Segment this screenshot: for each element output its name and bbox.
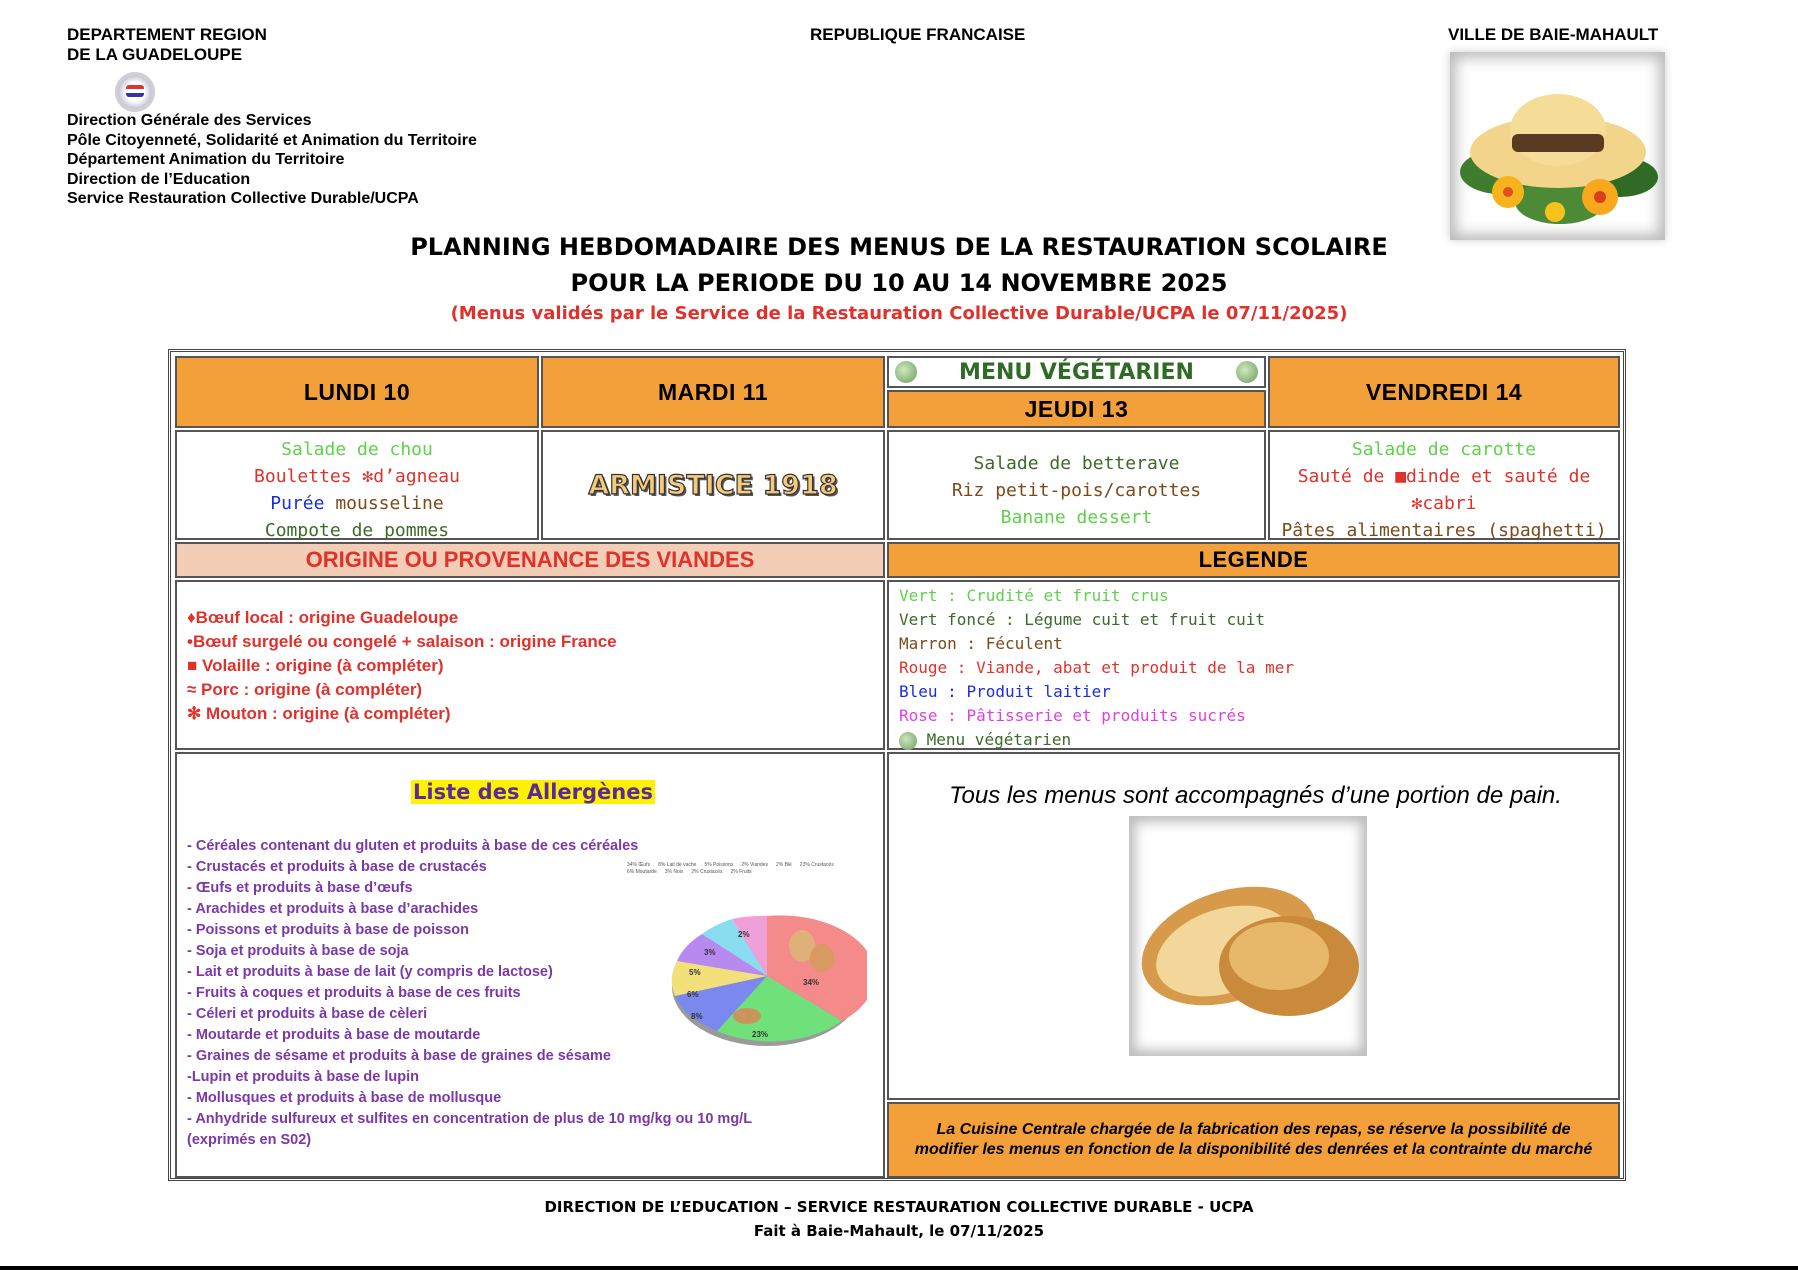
- origin-item: ♦Bœuf local : origine Guadeloupe: [187, 608, 459, 627]
- pie-legend-item: 8% Lait de vache: [658, 862, 697, 868]
- pie-graphic: [627, 876, 867, 1056]
- city-header: VILLE DE BAIE-MAHAULT: [1448, 25, 1659, 44]
- pie-label: 5%: [689, 968, 701, 977]
- bottom-divider: [0, 1266, 1798, 1270]
- validation-note: (Menus validés par le Service de la Restauration Collective Durable/UCPA le 07/11/2025): [450, 303, 1348, 324]
- legend-text: Pâtisserie et produits sucrés: [966, 706, 1246, 725]
- footer-line-1: DIRECTION DE L’EDUCATION – SERVICE RESTAURATION COLLECTIVE DURABLE - UCPA: [544, 1198, 1254, 1216]
- allergen-item: - Arachides et produits à base d’arachides: [187, 901, 479, 917]
- hat-illustration: [1450, 52, 1665, 240]
- region-line-1: DEPARTEMENT REGION: [67, 25, 267, 44]
- pie-legend-item: 34% Œufs: [627, 862, 651, 868]
- services-block: [67, 111, 477, 209]
- pie-label: 34%: [803, 978, 820, 987]
- legend-key: Marron :: [899, 634, 977, 653]
- menu-side: Pâtes alimentaires (spaghetti): [1281, 520, 1607, 541]
- pie-label: 3%: [704, 948, 716, 957]
- bread-note: Tous les menus sont accompagnés d’une portion de pain.: [949, 782, 1562, 809]
- holiday-label: ARMISTICE 1918: [588, 469, 838, 501]
- legend-text: Féculent: [985, 634, 1063, 653]
- day-header-tuesday: MARDI 11: [541, 356, 885, 428]
- legend-item-blue: [899, 680, 1618, 704]
- pie-label: 8%: [691, 1012, 703, 1021]
- allergen-item: (exprimés en S02): [187, 1132, 312, 1148]
- day-header-thursday: JEUDI 13: [887, 390, 1266, 428]
- allergen-item: - Anhydride sulfureux et sulfites en concentration de plus de 10 mg/kg ou 10 mg/L: [187, 1111, 753, 1127]
- legend-key: Rouge :: [899, 658, 967, 677]
- veg-menu-banner: [887, 356, 1266, 388]
- pie-legend-item: 2% Fruits: [730, 869, 752, 875]
- legend-key: Rose :: [899, 706, 957, 725]
- allergen-item: - Lait et produits à base de lait (y compris de lactose): [187, 964, 553, 980]
- legend-item-dark-green: [899, 608, 1618, 632]
- pie-legend-item: 6% Moutarde: [627, 869, 657, 875]
- legend-key: Vert foncé :: [899, 610, 1015, 629]
- allergen-item: - Œufs et produits à base d’œufs: [187, 880, 413, 896]
- menu-starter: Salade de chou: [281, 439, 433, 460]
- menu-main: Riz petit-pois/carottes: [951, 480, 1202, 501]
- origin-item: ≈ Porc : origine (à compléter): [187, 680, 423, 699]
- legend-item-pink: [899, 704, 1618, 728]
- origin-item: •Bœuf surgelé ou congelé + salaison : origine France: [187, 632, 617, 651]
- pie-label: 23%: [752, 1030, 769, 1039]
- pie-label: 6%: [687, 990, 699, 999]
- allergen-item: - Mollusques et produits à base de mollusque: [187, 1090, 502, 1106]
- day-header-friday: VENDREDI 14: [1268, 356, 1620, 428]
- allergens-heading: Liste des Allergènes: [413, 780, 653, 804]
- pie-legend-item: 2% Viandes: [741, 862, 768, 868]
- legend-text: Légume cuit et fruit cuit: [1024, 610, 1266, 629]
- service-line: Service Restauration Collective Durable/UCPA: [67, 190, 419, 207]
- bread-panel: [887, 752, 1620, 1100]
- legend-item-veg: [899, 728, 1618, 752]
- veg-menu-label: MENU VÉGÉTARIEN: [959, 359, 1194, 385]
- pie-label: 2%: [738, 930, 750, 939]
- menu-main: Sauté de ■dinde et sauté de ✻cabri: [1297, 466, 1591, 514]
- allergens-pie-chart: [627, 862, 867, 1052]
- legend-text: Produit laitier: [966, 682, 1111, 701]
- footer-line-2: Fait à Baie-Mahault, le 07/11/2025: [753, 1222, 1045, 1240]
- menu-monday: [175, 430, 539, 540]
- legend-list: [887, 580, 1620, 750]
- allergen-item: - Céleri et produits à base de cèleri: [187, 1006, 428, 1022]
- pie-legend-item: 5% Poissons: [704, 862, 734, 868]
- page-title-line-1: PLANNING HEBDOMADAIRE DES MENUS DE LA RESTAURATION SCOLAIRE: [410, 233, 1388, 261]
- allergen-item: - Poissons et produits à base de poisson: [187, 922, 469, 938]
- republic-header: REPUBLIQUE FRANCAISE: [810, 25, 1026, 44]
- legend-text: Viande, abat et produit de la mer: [976, 658, 1294, 677]
- legend-key: Bleu :: [899, 682, 957, 701]
- legend-text: Crudité et fruit crus: [966, 586, 1169, 605]
- pie-legend-item: 2% Crustacés: [691, 869, 723, 875]
- menu-friday: [1268, 430, 1620, 540]
- menu-side: mousseline: [335, 493, 444, 514]
- menu-dessert: Compote de pommes: [264, 520, 450, 541]
- pie-legend: [627, 862, 867, 876]
- allergen-item: - Crustacés et produits à base de crustacés: [187, 859, 487, 875]
- pie-legend-item: 23% Crustacés: [799, 862, 834, 868]
- pie-legend-item: 2% Blé: [775, 862, 792, 868]
- service-line: Département Animation du Territoire: [67, 151, 345, 168]
- bread-image: [1129, 816, 1367, 1056]
- menu-tuesday: [541, 430, 885, 540]
- page-title-line-2: POUR LA PERIODE DU 10 AU 14 NOVEMBRE 2025: [570, 269, 1228, 297]
- allergen-item: - Moutarde et produits à base de moutarde: [187, 1027, 481, 1043]
- allergens-panel: [175, 752, 885, 1178]
- service-line: Pôle Citoyenneté, Solidarité et Animation du Territoire: [67, 131, 477, 149]
- region-header: [67, 25, 267, 65]
- legend-item-red: [899, 656, 1618, 680]
- allergen-item: - Soja et produits à base de soja: [187, 943, 409, 959]
- veg-leaf-icon: [895, 361, 917, 383]
- origin-list: [175, 580, 885, 750]
- legend-key: Vert :: [899, 586, 957, 605]
- menu-dessert: Banane dessert: [1000, 507, 1153, 528]
- origin-heading: ORIGINE OU PROVENANCE DES VIANDES: [175, 542, 885, 578]
- allergen-item: -Lupin et produits à base de lupin: [187, 1069, 420, 1085]
- legend-item-green: [899, 584, 1618, 608]
- origin-item: ■ Volaille : origine (à compléter): [187, 656, 444, 675]
- menu-starter: Salade de betterave: [973, 453, 1180, 474]
- pie-legend-item: 3% Noix: [664, 869, 684, 875]
- service-line: Direction Générale des Services: [67, 112, 312, 129]
- legend-item-brown: [899, 632, 1618, 656]
- region-line-2: DE LA GUADELOUPE: [67, 45, 243, 64]
- veg-leaf-icon: [1236, 361, 1258, 383]
- legend-veg-text: Menu végétarien: [926, 730, 1072, 749]
- menu-thursday: [887, 430, 1266, 540]
- allergen-item: - Fruits à coques et produits à base de ces fruits: [187, 985, 521, 1001]
- legend-heading: LEGENDE: [887, 542, 1620, 578]
- bread-illustration: [1129, 816, 1367, 1056]
- kitchen-note: La Cuisine Centrale chargée de la fabrication des repas, se réserve la possibilité de modifier les menus en fonction de la disponibilité des denrées et la contrainte du marché: [887, 1102, 1620, 1178]
- origin-item: ✻ Mouton : origine (à compléter): [187, 704, 451, 723]
- menu-side: Purée: [270, 493, 325, 514]
- region-seal-icon: [126, 85, 144, 97]
- menu-main: Boulettes ✻d’agneau: [254, 466, 460, 487]
- allergen-item: - Graines de sésame et produits à base de graines de sésame: [187, 1048, 611, 1064]
- day-header-monday: LUNDI 10: [175, 356, 539, 428]
- allergen-item: - Céréales contenant du gluten et produits à base de ces céréales: [187, 838, 639, 854]
- menu-table: [168, 349, 1626, 1181]
- veg-leaf-icon: [899, 732, 917, 750]
- region-logo: [115, 72, 155, 112]
- hat-image: [1450, 52, 1665, 240]
- menu-starter: Salade de carotte: [1351, 439, 1537, 460]
- service-line: Direction de l’Education: [67, 170, 251, 188]
